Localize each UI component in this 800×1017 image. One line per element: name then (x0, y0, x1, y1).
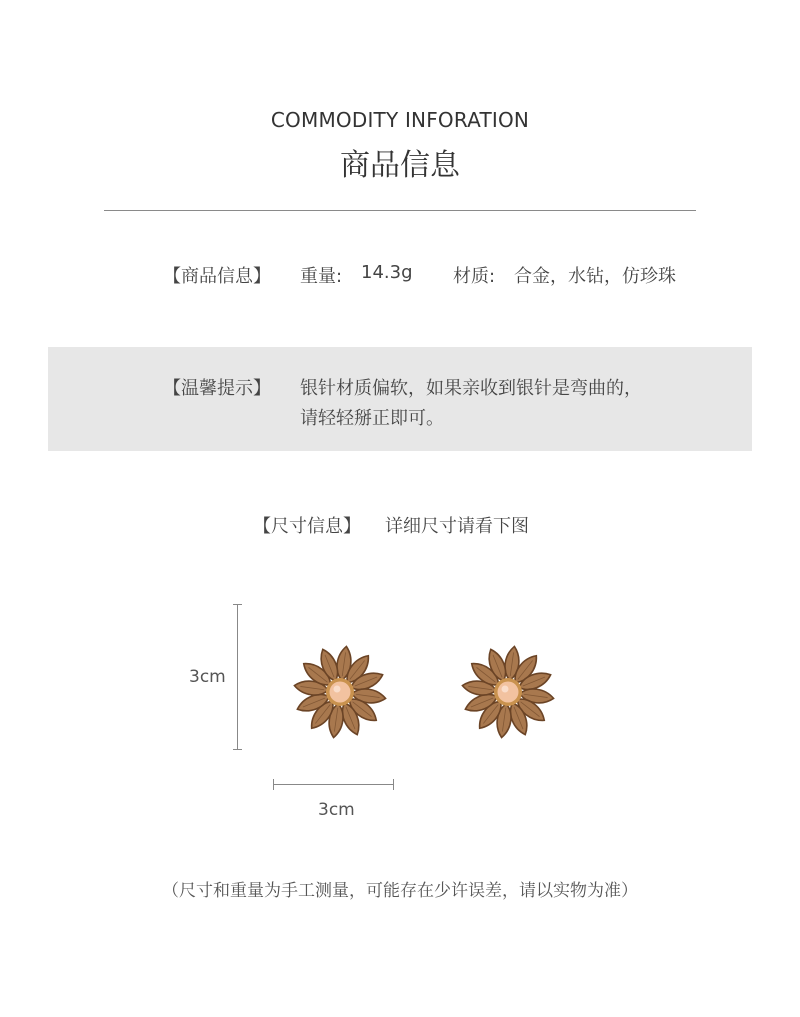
height-cap-bottom (233, 749, 242, 750)
daisy-earring-icon (456, 640, 560, 744)
tip-label: 【温馨提示】 (163, 378, 271, 399)
width-cap-left (273, 779, 274, 790)
daisy-earring-icon (288, 640, 392, 744)
tip-line-2: 请轻轻掰正即可。 (300, 408, 444, 429)
height-dimension-line (237, 604, 238, 750)
width-dimension-line (273, 784, 393, 785)
material-label: 材质: (453, 266, 496, 287)
material-value: 合金，水钻，仿珍珠 (514, 266, 676, 287)
title-english: COMMODITY INFORATION (270, 108, 530, 132)
weight-value: 14.3g (361, 262, 413, 283)
tip-line-1: 银针材质偏软，如果亲收到银针是弯曲的， (300, 378, 642, 399)
divider (104, 210, 696, 211)
weight-label: 重量: (300, 266, 343, 287)
width-label: 3cm (318, 800, 355, 820)
title-chinese: 商品信息 (340, 148, 460, 183)
width-cap-right (393, 779, 394, 790)
measurement-note: （尺寸和重量为手工测量，可能存在少许误差，请以实物为准） (162, 881, 638, 901)
height-label: 3cm (189, 667, 226, 687)
info-label: 【商品信息】 (163, 266, 271, 287)
size-text: 详细尺寸请看下图 (385, 516, 529, 537)
size-label: 【尺寸信息】 (253, 516, 361, 537)
height-cap-top (233, 604, 242, 605)
